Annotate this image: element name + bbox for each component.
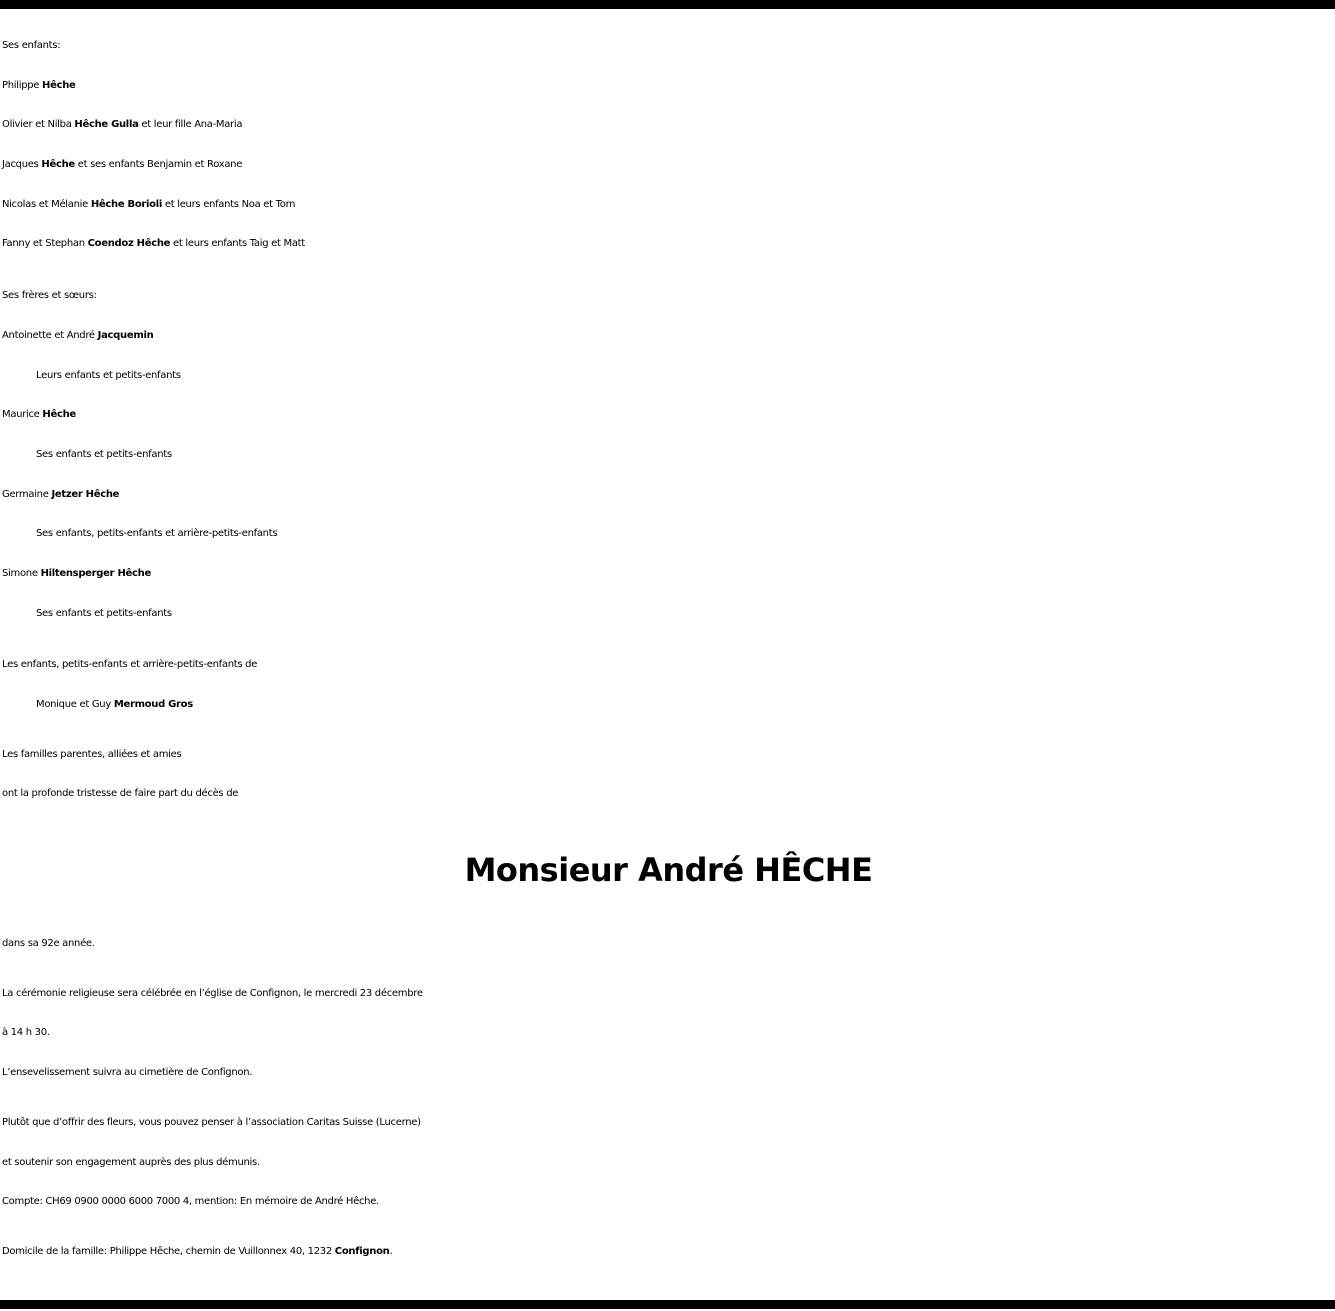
child-line: Olivier et Nilba Hêche Gulla et leur fille Ana-Maria xyxy=(2,119,243,131)
announcement-line: Les familles parentes, alliées et amies xyxy=(2,748,182,760)
descendants-names: Monique et Guy Mermoud Gros xyxy=(36,699,193,710)
sibling-line: Germaine Jetzer Hêche xyxy=(2,488,120,500)
child-line: Philippe Hêche xyxy=(2,79,76,91)
donation-account: Compte: CH69 0900 0000 6000 7000 4, mention: En mémoire de André Hêche. xyxy=(2,1196,379,1208)
sibling-descendants: Ses enfants et petits-enfants xyxy=(36,607,172,619)
child-line: Nicolas et Mélanie Hêche Borioli et leurs enfants Noa et Tom xyxy=(2,198,296,210)
children-heading: Ses enfants: xyxy=(2,40,61,51)
bottom-rule xyxy=(0,1300,1335,1309)
age-line: dans sa 92e année. xyxy=(2,938,95,950)
sibling-descendants: Ses enfants et petits-enfants xyxy=(36,448,172,460)
burial-line: L’ensevelissement suivra au cimetière de Confignon. xyxy=(2,1067,253,1079)
sibling-line: Antoinette et André Jacquemin xyxy=(2,329,154,341)
ceremony-line: La cérémonie religieuse sera célébrée en l’église de Confignon, le mercredi 23 décembre xyxy=(2,987,423,999)
domicile-line: Domicile de la famille: Philippe Hêche, chemin de Vuillonnex 40, 1232 Confignon. xyxy=(2,1245,393,1257)
sibling-descendants: Ses enfants, petits-enfants et arrière-petits-enfants xyxy=(36,528,278,540)
child-line: Fanny et Stephan Coendoz Hêche et leurs enfants Taig et Matt xyxy=(2,238,305,250)
obituary-notice xyxy=(2,26,1335,1272)
descendants-line: Les enfants, petits-enfants et arrière-petits-enfants de xyxy=(2,659,258,671)
donation-line: et soutenir son engagement auprès des plus démunis. xyxy=(2,1156,260,1168)
deceased-name: Monsieur André HÊCHE xyxy=(464,851,873,890)
sibling-line: Maurice Hêche xyxy=(2,409,76,421)
donation-line: Plutôt que d’offrir des fleurs, vous pouvez penser à l’association Caritas Suisse (Lucerne) xyxy=(2,1116,421,1128)
sibling-descendants: Leurs enfants et petits-enfants xyxy=(36,369,181,381)
top-rule xyxy=(0,0,1335,9)
ceremony-time: à 14 h 30. xyxy=(2,1027,50,1039)
siblings-heading: Ses frères et sœurs: xyxy=(2,290,97,302)
sibling-line: Simone Hiltensperger Hêche xyxy=(2,567,151,579)
child-line: Jacques Hêche et ses enfants Benjamin et Roxane xyxy=(2,159,243,171)
announcement-line: ont la profonde tristesse de faire part du décès de xyxy=(2,788,239,800)
